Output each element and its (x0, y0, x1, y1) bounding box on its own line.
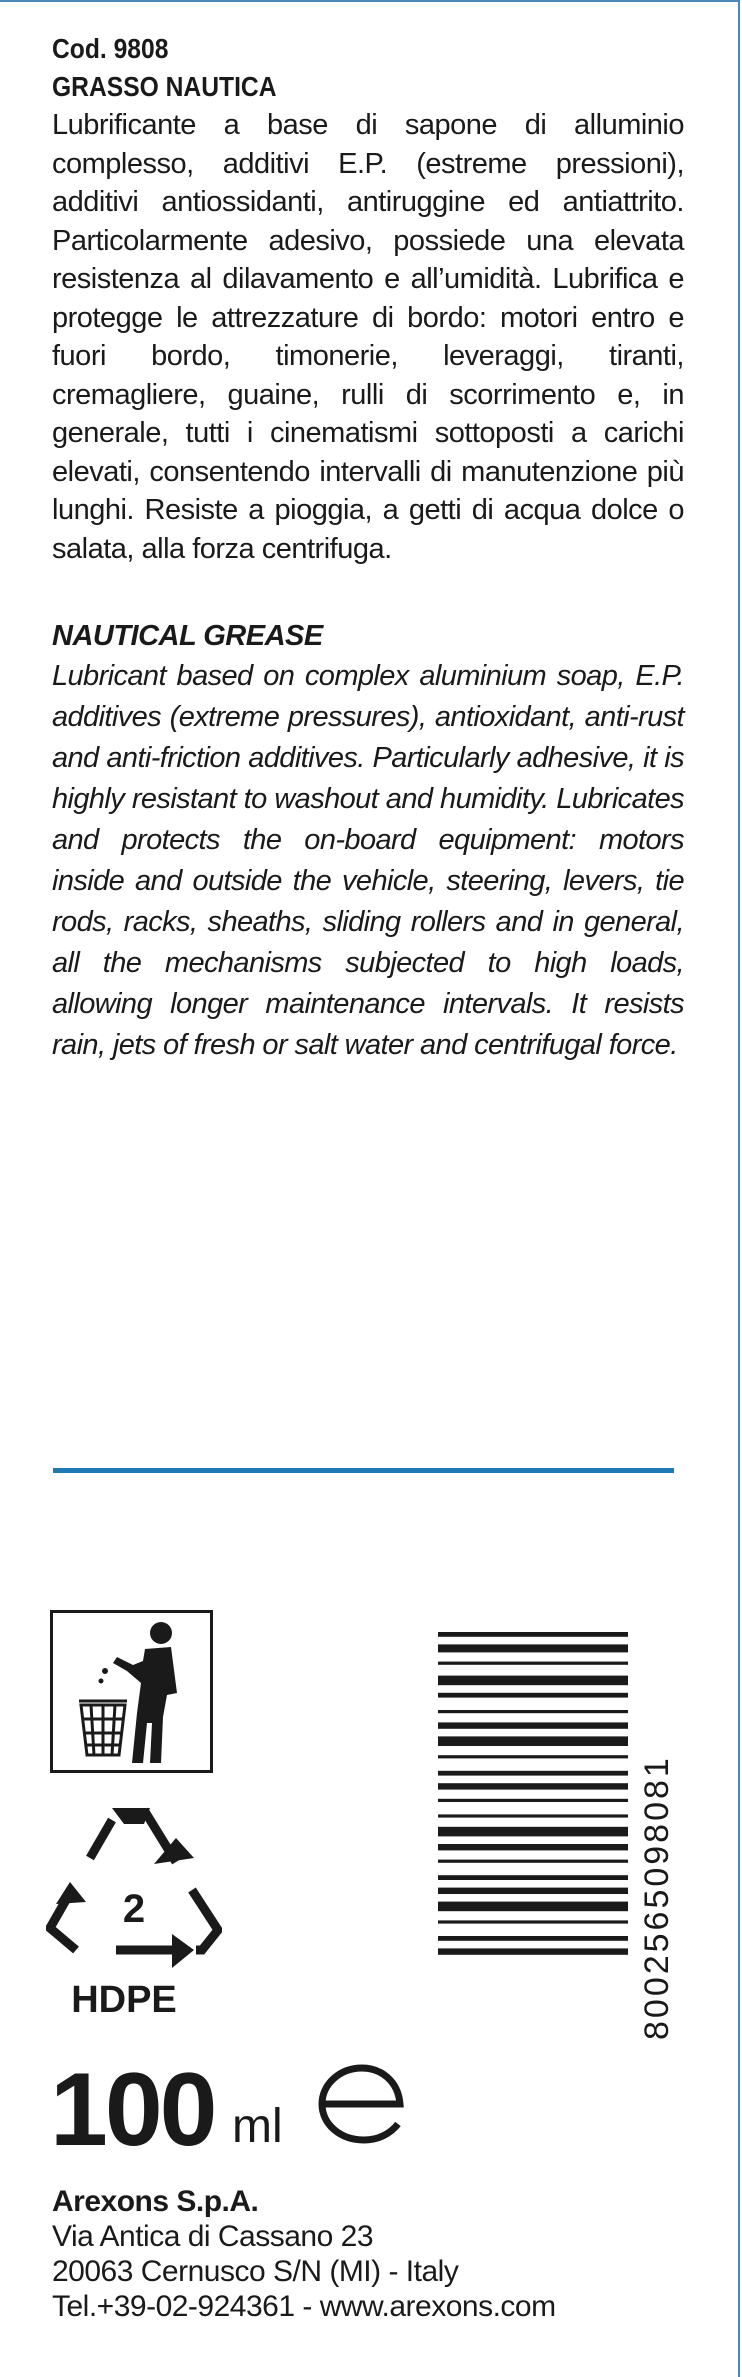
barcode-bar (438, 1676, 628, 1686)
barcode-bar (438, 1693, 628, 1698)
barcode-bar (438, 1888, 628, 1894)
barcode (438, 1630, 688, 2050)
volume-unit: ml (232, 2100, 283, 2153)
divider-rule (53, 1468, 674, 1473)
company-address: Via Antica di Cassano 23 (52, 2220, 374, 2253)
barcode-bar (438, 1936, 628, 1941)
barcode-bar (438, 1920, 628, 1923)
recycle-symbol (46, 1790, 222, 2020)
description-italian: Lubrificante a base di sapone di alluminio complesso, additivi E.P. (estreme pressioni), additivi antiossidanti, antiruggine ed antiattrito. Particolarmente adesivo, possiede una elevata resistenza al dilavamento e all’umidità. Lubrifica e protegge le attrezzature di bordo: motori entro e fuori bordo, timonerie, leveraggi, tiranti, cremagliere, guaine, rulli di scorrimento e, in generale, tutti i cinematismi sottoposti a carichi elevati, consentendo intervalli di manutenzione più lunghi. Resiste a pioggia, a getti di acqua dolce o salata, alla forza centrifuga. (52, 109, 684, 565)
barcode-bar (438, 1771, 628, 1776)
product-description-block (52, 30, 684, 1066)
barcode-bar (438, 1722, 628, 1728)
tidyman-bin-icon (50, 1610, 213, 1773)
barcode-bar (438, 1644, 628, 1652)
barcode-bar (438, 1799, 628, 1802)
volume-amount: 100 (50, 2052, 215, 2168)
barcode-bar (438, 1948, 628, 1954)
barcode-bar (438, 1632, 628, 1637)
recycle-triangle-icon (46, 1790, 222, 2020)
barcode-bar (438, 1875, 628, 1880)
barcode-bars (438, 1632, 628, 1955)
company-name: Arexons S.p.A. (52, 2185, 259, 2218)
barcode-bar (438, 1783, 628, 1789)
company-city: 20063 Cernusco S/N (MI) - Italy (52, 2255, 459, 2288)
recycle-number: 2 (122, 1887, 146, 1931)
description-english: Lubricant based on complex aluminium soap, E.P. additives (extreme pressures), antioxidant, anti-rust and anti-friction additives. Particularly adhesive, it is highly resistant to washout and humidity. Lubricates and protects the on-board equipment: motors inside and outside the vehicle, steering, levers, tie rods, racks, sheaths, sliding rollers and in general, all the mechanisms subjected to high loads, allowing longer maintenance intervals. It resists rain, jets of fresh or salt water and centrifugal force. (52, 660, 684, 1061)
barcode-bar (438, 1710, 628, 1713)
barcode-bar (438, 1827, 628, 1837)
barcode-bar (438, 1662, 628, 1665)
barcode-bar (438, 1844, 628, 1850)
barcode-bar (438, 1814, 628, 1817)
barcode-digits: 8002565098081 (638, 1755, 676, 2040)
recycle-material: HDPE (71, 1979, 177, 2020)
estimated-sign-icon (312, 2062, 412, 2146)
barcode-bar (438, 1902, 628, 1912)
title-english: NAUTICAL GREASE (52, 620, 323, 652)
product-code: Cod. 9808 (52, 33, 169, 64)
barcode-bar (438, 1860, 628, 1863)
barcode-bar (438, 1755, 628, 1758)
title-italian: GRASSO NAUTICA (52, 71, 277, 102)
barcode-bar (438, 1736, 628, 1746)
company-contact: Tel.+39-02-924361 - www.arexons.com (52, 2290, 556, 2323)
company-info (52, 2184, 556, 2324)
